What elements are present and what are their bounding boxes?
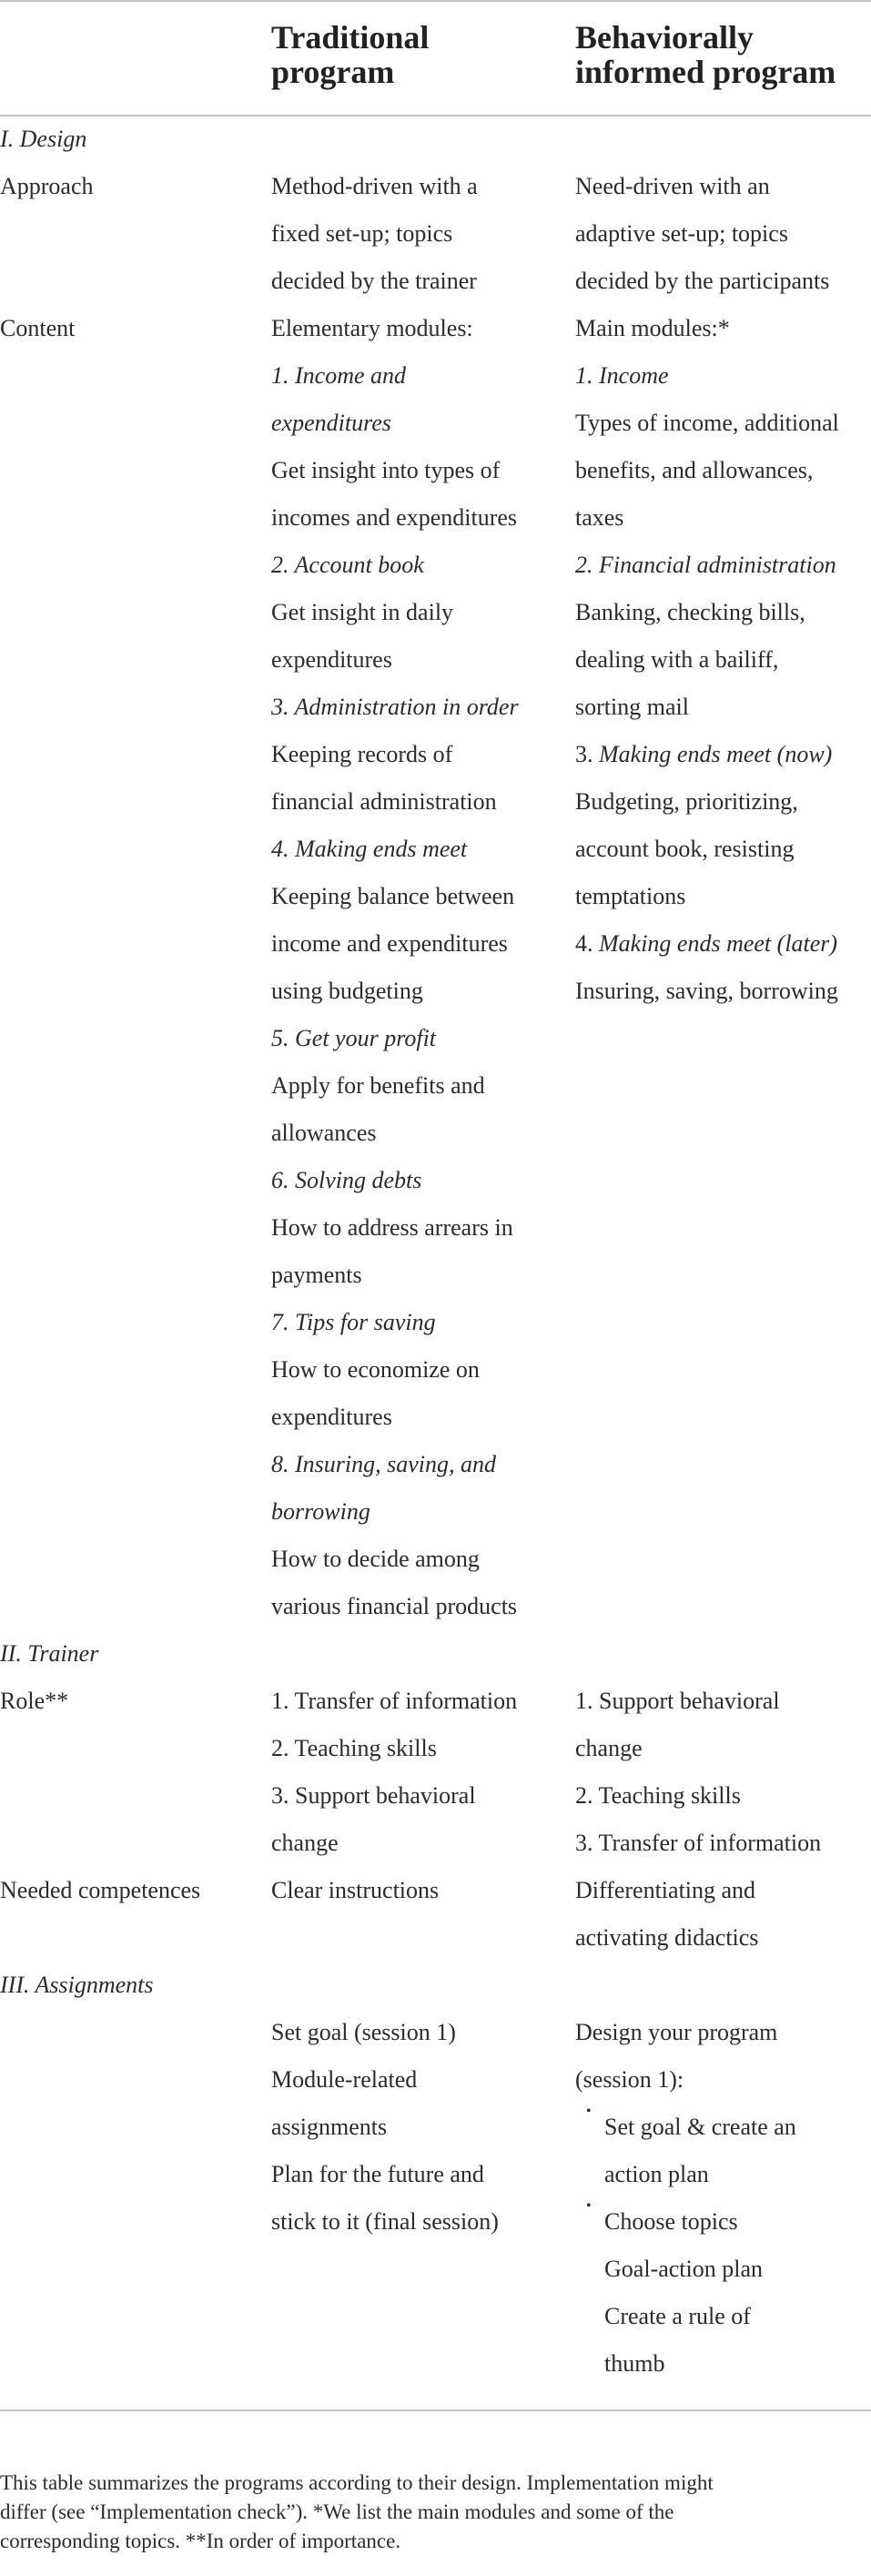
- cell-line: income and expenditures: [271, 930, 508, 957]
- module-title: [575, 920, 871, 968]
- cell-line: • Choose topics: [604, 2208, 738, 2235]
- cell-line: assignments: [271, 2114, 388, 2140]
- cell-line: dealing with a bailiff,: [575, 646, 779, 673]
- competences-behavioral: [575, 1867, 871, 1962]
- cell-line: change: [575, 1735, 643, 1761]
- cell-line: financial administration: [271, 788, 497, 815]
- module-title: [575, 731, 871, 778]
- cell-line: Clear instructions: [271, 1877, 440, 1903]
- cell-line: Types of income, additional: [575, 410, 839, 436]
- cell-line: 2. Teaching skills: [271, 1735, 437, 1761]
- cell-line: Insuring, saving, borrowing: [575, 978, 838, 1004]
- cell-line: Create a rule of: [604, 2303, 751, 2329]
- cell-line: change: [271, 1830, 339, 1856]
- content-behavioral: [575, 305, 871, 1015]
- cell-line: Budgeting, prioritizing,: [575, 788, 798, 815]
- footnote-line: corresponding topics. **In order of importance.: [0, 2530, 401, 2552]
- cell-line: decided by the participants: [575, 268, 830, 294]
- row-label-competences: Needed competences: [0, 1877, 201, 1903]
- header-traditional-line: program: [271, 54, 395, 90]
- cell-line: Get insight in daily: [271, 599, 454, 625]
- module-name: Making ends meet (now): [599, 741, 833, 767]
- module-title: 4. Making ends meet: [271, 836, 468, 862]
- cell-line: Elementary modules:: [271, 315, 473, 341]
- cell-line: Keeping records of: [271, 741, 453, 767]
- cell-line: Keeping balance between: [271, 883, 515, 909]
- header-traditional-line: Traditional: [271, 19, 430, 56]
- approach-traditional: [271, 163, 567, 305]
- cell-line: expenditures: [271, 1404, 392, 1430]
- header-behavioral: [575, 20, 836, 89]
- role-traditional: [271, 1678, 567, 1867]
- cell-line: Plan for the future and: [271, 2161, 484, 2187]
- footnote-line: differ (see “Implementation check”). *We list the main modules and some of the: [0, 2500, 674, 2523]
- cell-line: Get insight into types of: [271, 457, 501, 483]
- cell-line: How to decide among: [271, 1546, 480, 1572]
- row-label-role: Role**: [0, 1688, 69, 1714]
- table-footnote: [0, 2469, 865, 2556]
- cell-line: Differentiating and: [575, 1877, 756, 1903]
- cell-line: activating didactics: [575, 1924, 759, 1951]
- bullet-item: [575, 2104, 871, 2198]
- cell-line: stick to it (final session): [271, 2208, 499, 2235]
- cell-line: expenditures: [271, 646, 392, 673]
- module-title: 5. Get your profit: [271, 1025, 437, 1051]
- cell-line: various financial products: [271, 1593, 518, 1619]
- cell-line: Set goal (session 1): [271, 2019, 456, 2045]
- header-behavioral-line: informed program: [575, 54, 836, 90]
- cell-line: temptations: [575, 883, 686, 909]
- bullet-item: [575, 2198, 871, 2388]
- section-trainer: II. Trainer: [0, 1640, 99, 1667]
- cell-line: allowances: [271, 1120, 377, 1146]
- cell-line: using budgeting: [271, 978, 423, 1004]
- role-behavioral: [575, 1678, 871, 1867]
- cell-line: payments: [271, 1262, 362, 1288]
- bottom-rule: [0, 2409, 871, 2411]
- cell-line: taxes: [575, 504, 624, 531]
- competences-traditional: [271, 1867, 567, 1914]
- row-label-approach: Approach: [0, 173, 94, 199]
- cell-line: 2. Teaching skills: [575, 1782, 741, 1809]
- cell-line: adaptive set-up; topics: [575, 220, 788, 247]
- module-title: 1. Income and: [271, 362, 407, 389]
- cell-line: Method-driven with a: [271, 173, 478, 199]
- cell-line: How to address arrears in: [271, 1214, 513, 1241]
- cell-line: (session 1):: [575, 2066, 684, 2093]
- footnote-line: This table summarizes the programs according to their design. Implementation might: [0, 2471, 714, 2494]
- header-traditional: [271, 20, 429, 89]
- cell-line: • Set goal & create an: [604, 2114, 796, 2140]
- cell-line: Module-related: [271, 2066, 418, 2093]
- module-number: 4.: [575, 930, 599, 957]
- cell-line: benefits, and allowances,: [575, 457, 814, 483]
- module-name: Making ends meet (later): [599, 930, 838, 957]
- cell-line: Main modules:*: [575, 315, 730, 341]
- cell-line: Banking, checking bills,: [575, 599, 805, 625]
- module-title: 6. Solving debts: [271, 1167, 422, 1193]
- cell-line: action plan: [604, 2161, 709, 2187]
- cell-line: Goal-action plan: [604, 2256, 763, 2282]
- row-label-content: Content: [0, 315, 76, 341]
- module-number: 3.: [575, 741, 599, 767]
- cell-line: decided by the trainer: [271, 268, 477, 294]
- module-title: 8. Insuring, saving, and: [271, 1451, 496, 1477]
- cell-line: Design your program: [575, 2019, 778, 2045]
- cell-line: 3. Support behavioral: [271, 1782, 476, 1809]
- module-title: 1. Income: [575, 362, 669, 389]
- cell-line: Need-driven with an: [575, 173, 770, 199]
- module-title: 7. Tips for saving: [271, 1309, 436, 1335]
- approach-behavioral: [575, 163, 871, 305]
- cell-line: 3. Transfer of information: [575, 1830, 822, 1856]
- module-title: 2. Account book: [271, 552, 424, 578]
- top-rule: [0, 0, 871, 2]
- module-title: expenditures: [271, 410, 391, 436]
- cell-line: Apply for benefits and: [271, 1072, 485, 1099]
- cell-line: 1. Transfer of information: [271, 1688, 518, 1714]
- module-title: borrowing: [271, 1498, 370, 1525]
- section-assignments: III. Assignments: [0, 1972, 154, 1998]
- cell-line: incomes and expenditures: [271, 504, 518, 531]
- section-design: I. Design: [0, 126, 87, 152]
- header-behavioral-line: Behaviorally: [575, 19, 754, 56]
- content-traditional: [271, 305, 567, 1630]
- cell-line: account book, resisting: [575, 836, 795, 862]
- assignments-behavioral: [575, 2009, 871, 2388]
- cell-line: 1. Support behavioral: [575, 1688, 780, 1714]
- module-title: 3. Administration in order: [271, 694, 519, 720]
- cell-line: fixed set-up; topics: [271, 220, 453, 247]
- cell-line: sorting mail: [575, 694, 689, 720]
- cell-line: How to economize on: [271, 1356, 480, 1383]
- module-title: 2. Financial administration: [575, 552, 836, 578]
- assignments-traditional: [271, 2009, 567, 2246]
- cell-line: thumb: [604, 2350, 665, 2377]
